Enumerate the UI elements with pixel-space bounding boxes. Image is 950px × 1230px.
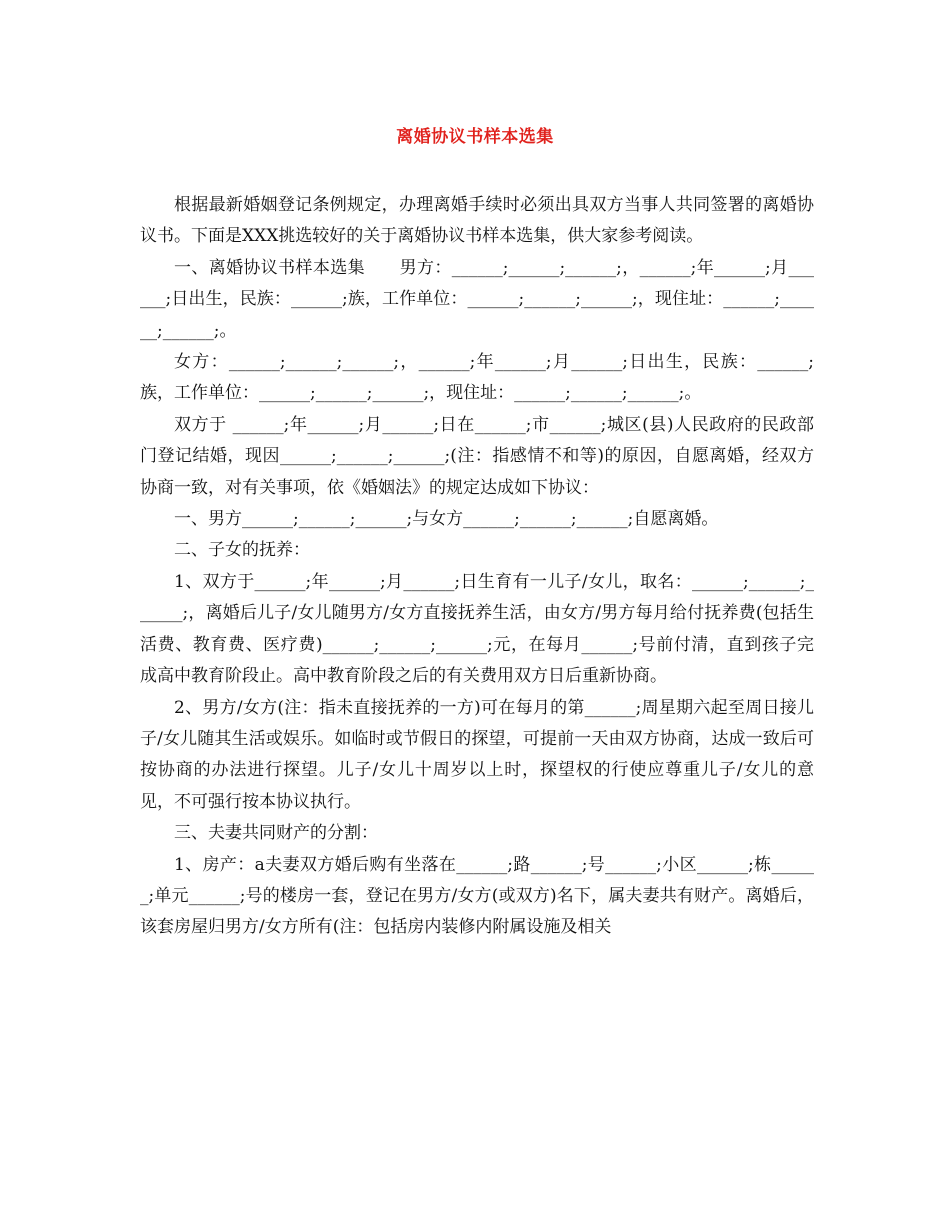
paragraph-real-estate: 1、房产：a夫妻双方婚后购有坐落在______;路______;号______;小区______;栋______;单元______;号的楼房一套，登记在男方/女方(或双方)名下，属夫妻共有财产。离婚后，该套房屋归男方/女方所有(注：包括房内装修内附属设施及相关 [140,854,814,938]
paragraph-heading-property: 三、夫妻共同财产的分割： [174,823,378,844]
paragraph-heading-child-custody: 二、子女的抚养： [174,540,310,561]
paragraph-intro: 根据最新婚姻登记条例规定，办理离婚手续时必须出具双方当事人共同签署的离婚协议书。下面是XXX挑选较好的关于离婚协议书样本选集，供大家参考阅读。 [140,195,814,247]
paragraph-visitation: 2、男方/女方(注：指未直接抚养的一方)可在每月的第______;周星期六起至周日接儿子/女儿随其生活或娱乐。如临时或节假日的探望，可提前一天由双方协商，达成一致后可按协商的办法进行探望。儿子/女儿十周岁以上时，探望权的行使应尊重儿子/女儿的意见，不可强行按本协议执行。 [140,697,814,812]
document-body [140,190,814,944]
paragraph-child-support: 1、双方于______;年______;月______;日生育有一儿子/女儿，取名：______;______;______;，离婚后儿子/女儿随男方/女方直接抚养生活，由女方/男方每月给付抚养费(包括生活费、教育费、医疗费)______;______;______;元，在每月______;号前付清，直到孩子完成高中教育阶段止。高中教育阶段之后的有关费用双方日后重新协商。 [140,571,814,687]
paragraph-clause-1: 一、男方______;______;______;与女方______;______;______;自愿离婚。 [174,509,719,530]
paragraph-marriage-registration: 双方于 ______;年______;月______;日在______;市______;城区(县)人民政府的民政部门登记结婚，现因______;______;______;(注：指感情不和等)的原因，自愿离婚，经双方协商一致，对有关事项，依《婚姻法》的规定达成如下协议： [140,414,814,498]
paragraph-husband-info: 一、离婚协议书样本选集 男方：______;______;______;，______;年______;月______;日出生，民族：______;族，工作单位：______;______;______;，现住址：______;______;______;。 [140,257,814,341]
paragraph-wife-info: 女方：______;______;______;，______;年______;月______;日出生，民族：______;族，工作单位：______;______;______;，现住址：______;______;______;。 [140,352,814,404]
document-title: 离婚协议书样本选集 [396,127,554,147]
